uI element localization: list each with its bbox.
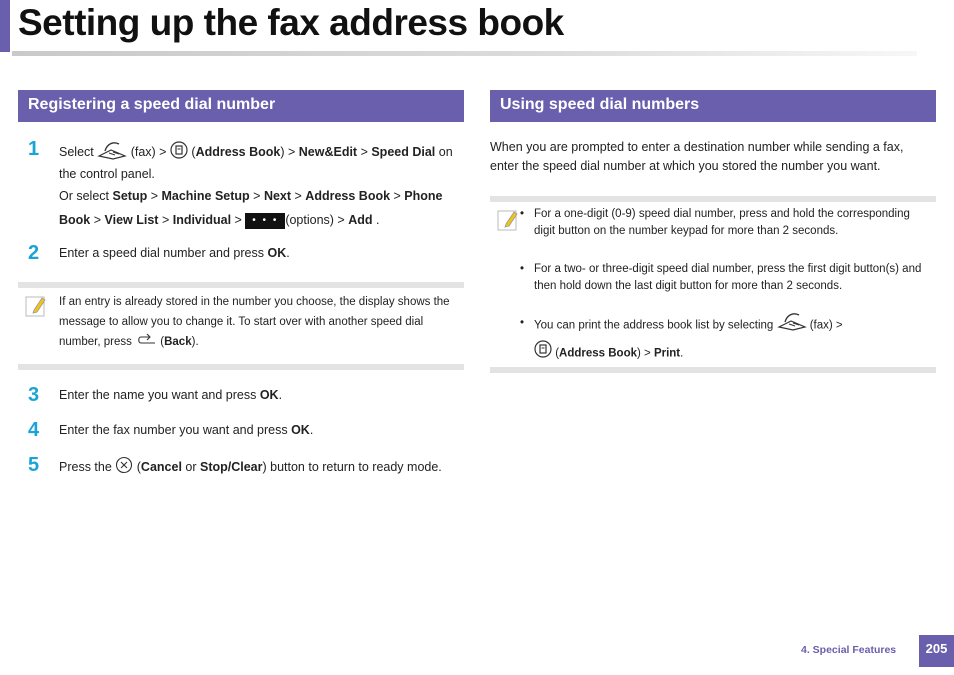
list-item: • You can print the address book list by selecting (fax) > (Address Book) > Print. [534,311,934,367]
intro-paragraph: When you are prompted to enter a destination number while sending a fax, enter the speed dial number at which you stored the number you want. [490,140,904,173]
left-column [18,90,464,490]
title-accent-bar [0,0,10,52]
section-heading-using: Using speed dial numbers [490,90,936,122]
address-book-icon [170,141,188,164]
step-number: 4 [28,419,40,441]
note-box [18,282,464,370]
step-text: Enter the name you want and press OK. [59,388,283,402]
note-pencil-icon [496,208,520,237]
fax-icon [777,311,807,340]
back-icon [135,332,157,352]
step-text: Enter the fax number you want and press OK. [59,423,314,437]
step-text: Enter a speed dial number and press OK. [59,246,290,260]
fax-icon [97,140,127,165]
note-pencil-icon [24,294,48,323]
list-item: • For a two- or three-digit speed dial number, press the first digit button(s) and then hold down the last digit button for more than 2 seconds. [520,263,922,292]
options-icon: • • • [245,213,285,229]
page-title: Setting up the fax address book [18,2,564,43]
step-number: 3 [28,384,40,406]
note-text: If an entry is already stored in the number you choose, the display shows the message to allow you to change it. To start over with another speed dial number, press (Back). [59,292,464,352]
section-heading-registering: Registering a speed dial number [18,90,464,122]
footer-chapter: 4. Special Features [801,644,897,656]
address-book-icon [534,340,552,367]
right-column [490,90,936,380]
step-number: 2 [28,242,40,264]
step-text: Press the (Cancel or Stop/Clear) button to return to ready mode. [59,456,464,479]
page-number: 205 [919,635,954,667]
step-number: 5 [28,454,40,476]
step-text-alt: Or select Setup > Machine Setup > Next > Address Book > Phone Book > View List > Individual > • • • (options) > Add . [59,189,443,227]
list-item: • For a one-digit (0-9) speed dial number, press and hold the corresponding digit button on the number keypad for more than 2 seconds. [520,208,910,237]
cancel-icon [115,456,133,479]
note-box [490,196,936,373]
title-divider [12,51,917,56]
step-text: Select (fax) > (Address Book) > New&Edit > Speed Dial on the control panel. [59,140,464,183]
step-number: 1 [28,138,40,160]
